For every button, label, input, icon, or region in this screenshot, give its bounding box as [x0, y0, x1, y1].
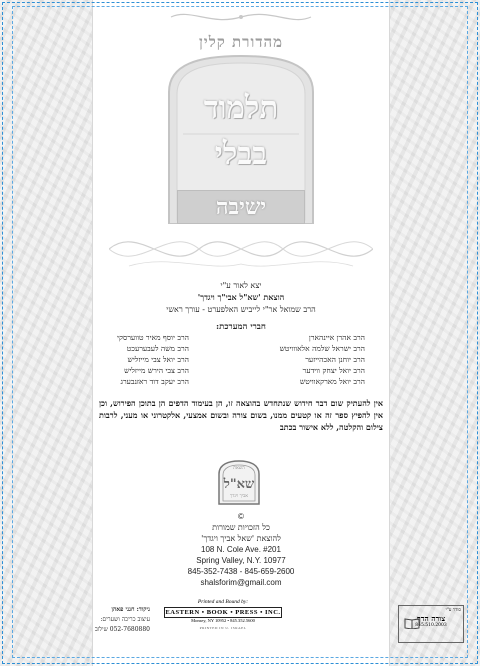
title-line-3: ישיבה: [177, 190, 305, 224]
logo-subtitle: אביך ויגדך: [230, 494, 248, 499]
board-member: הרב יעקב דוד ראזנבערג: [120, 377, 189, 386]
published-by-label: יצא לאור ע"י: [220, 281, 262, 290]
board-member: הרב אהרן איינהארן: [308, 333, 365, 342]
typesetter-head: סודר ע"י: [445, 608, 461, 613]
board-member: הרב יואל צבי מייזליש: [127, 355, 189, 364]
address-line-2: Spring Valley, N.Y. 10977: [196, 556, 286, 565]
chief-editor: הרב שמואל אר"י לייביש האלפערט - עורך ראשי: [166, 305, 316, 314]
email-address: shalsforim@gmail.com: [200, 578, 282, 587]
printer-address: Monsey, NY 10952 • 845.352.5600: [191, 618, 255, 623]
printed-by-label: Printed and Bound by:: [197, 599, 249, 605]
trim-guide-inner: [12, 6, 468, 658]
printed-in-label: PRINTED IN U. ISRAEL: [199, 626, 247, 630]
typesetter-phone: 845.510.2003: [415, 623, 447, 628]
logo-caption: הוצאת: [233, 466, 245, 471]
copyright-notice: אין להעתיק שום דבר חידוש שנתחדש בהוצאה זו, הן בעימוד הדפים הן בתוכן הפירוש, וכן אין להפיץ ספר זה או קטעים ממנו, בשום צורה ובשום אמצעי, אלקטרוני או מעני, לרבות צילום והקלטה, ללא אישור בכתב: [99, 398, 383, 432]
rights-holder: להוצאת 'שאל אביך ויגדך': [201, 534, 281, 543]
title-line-1: תלמוד: [203, 90, 279, 126]
editorial-board-title: חברי המערכת:: [216, 322, 266, 332]
board-member: הרב יוסף מאיר טווערסקי: [117, 333, 189, 342]
title-line-2: בבלי: [214, 136, 268, 172]
credit-line: 052-7680880 שילוב: [94, 626, 150, 633]
phone-numbers: 845-352-7438 - 845-659-2600: [187, 567, 295, 576]
publisher-name: הוצאת 'שא"ל אבי"ך ויגדך': [197, 292, 285, 302]
edition-label: מהדורת קלין: [198, 33, 284, 51]
board-member: הרב משה לעבערעכט: [126, 344, 189, 353]
credit-line: עיצוב כריכה ושערים:: [100, 616, 150, 623]
board-member: הרב צבי הירש מייזליש: [124, 366, 189, 375]
board-member: הרב ישראל שלמה אלאווויטש: [279, 344, 365, 353]
logo-name: שא"ל: [223, 477, 255, 492]
board-member: הרב יואל יצחק ווידער: [302, 366, 365, 375]
address-line-1: 108 N. Cole Ave. #201: [201, 545, 281, 554]
printer-name: EASTERN • BOOK • PRESS • INC.: [165, 609, 281, 616]
board-member: הרב יואל מארקאוויטש: [299, 377, 365, 386]
copyright-symbol: ©: [238, 512, 244, 521]
credit-line: ניקוד: חנני פאהן: [111, 606, 150, 613]
board-member: הרב יוחנן האכהייזער: [305, 355, 365, 364]
typesetter-name: צורה הדף: [416, 614, 446, 623]
rights-reserved: כל הזכויות שמורות: [212, 523, 270, 532]
